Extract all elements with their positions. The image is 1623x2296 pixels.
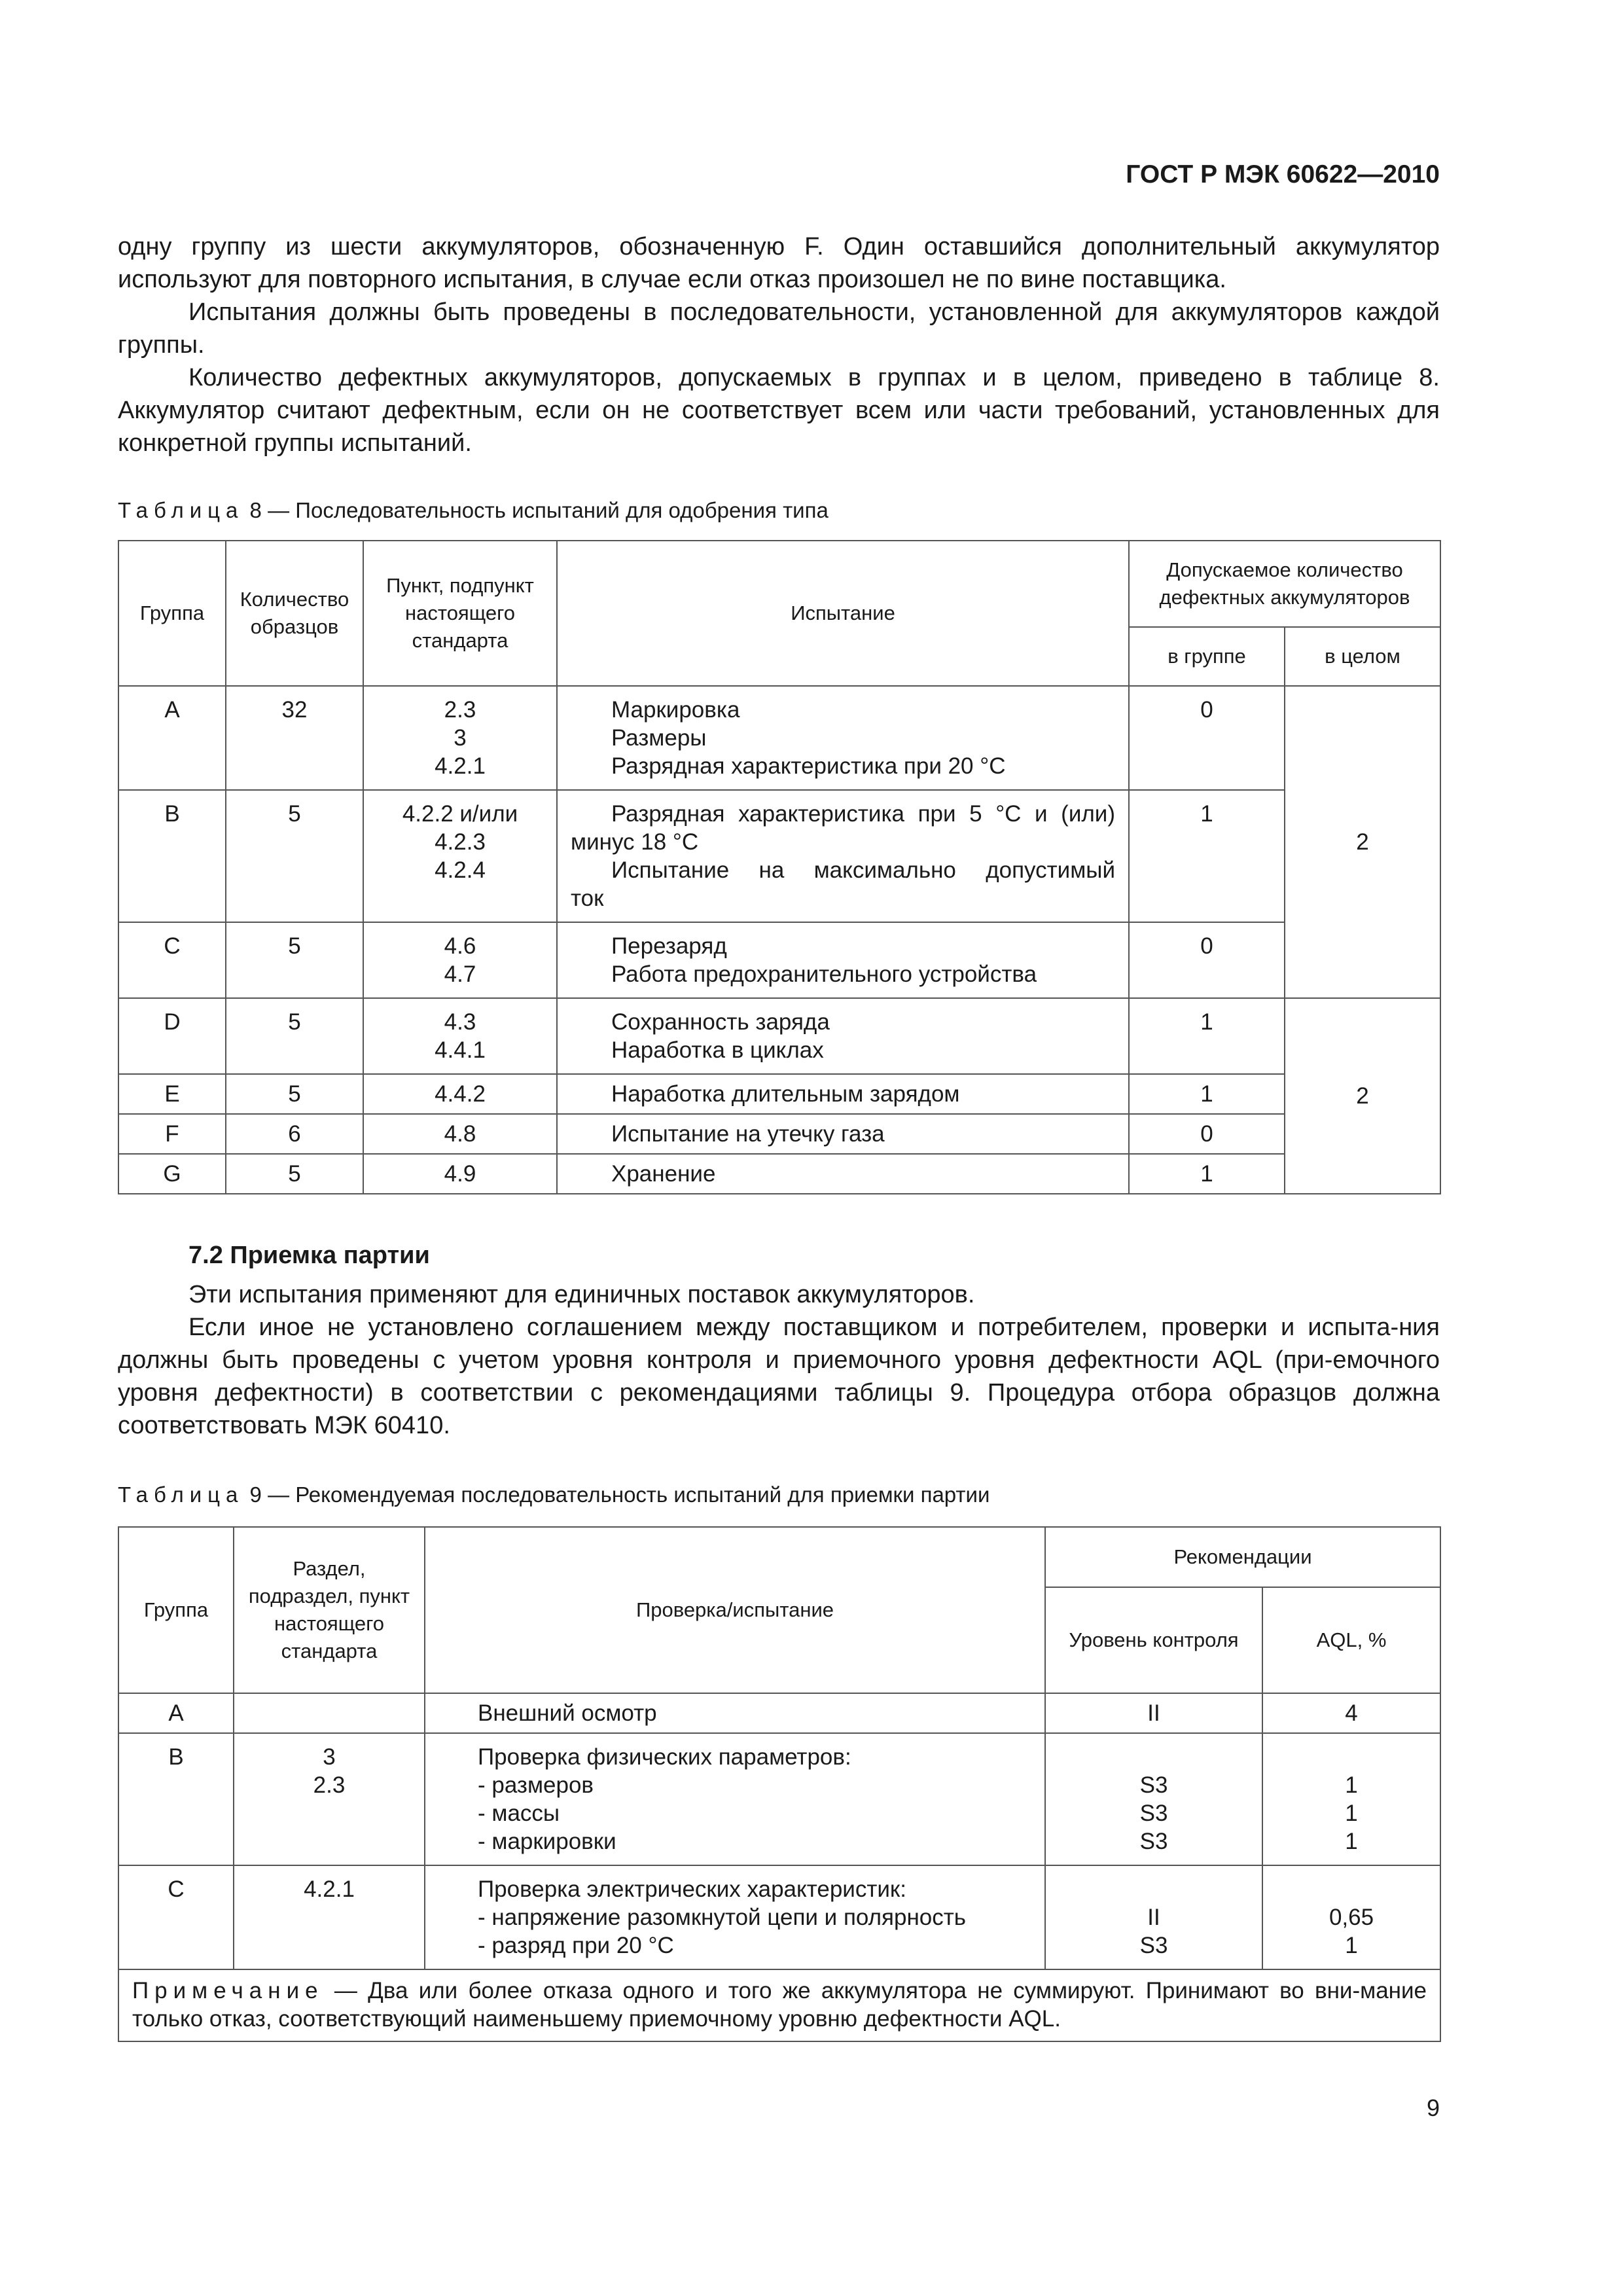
clause-line: 4.6 [444,933,476,959]
table9-header-check: Проверка/испытание [425,1527,1045,1693]
clause-line: 4.9 [444,1161,476,1187]
table8-row-f [118,1114,1440,1154]
table8-in-group-cell: 0 [1129,1114,1285,1154]
clause-line: 3 [454,725,467,751]
table9-header-clause: Раздел, подраздел, пункт настоящего стандарта [234,1527,425,1693]
test-line: Сохранность заряда [611,1009,830,1035]
table9-caption-text: 9 — Рекомендуемая последовательность испытаний для приемки партии [243,1482,990,1507]
level-line [1052,1875,1255,1903]
test-line: Маркировка [611,697,740,723]
check-line: - напряжение разомкнутой цепи и полярность [478,1905,967,1930]
test-line: Испытание на максимально допустимый [611,857,1115,883]
aql-line: 0,65 [1329,1905,1374,1930]
table9-header-group: Группа [118,1527,234,1693]
check-line: Проверка физических параметров: [478,1744,851,1770]
clause-line: 4.3 [444,1009,476,1035]
table8-clause-cell [363,1074,557,1114]
check-line: - массы [478,1801,560,1826]
intro-paragraph-2: Испытания должны быть проведены в последовательности, установленной для аккумуляторов каждой группы. [118,298,1440,359]
clause-line: 4.2.1 [435,753,486,779]
table8-group-cell: A [118,686,226,790]
table8-group-cell: C [118,922,226,998]
table9-check-cell [425,1693,1045,1733]
table8-count-cell: 5 [226,922,363,998]
table8-caption-label: Таблица [118,498,244,522]
section-paragraph-2: Если иное не установлено соглашением между поставщиком и потребителем, проверки и испыта-ния должны быть проведены с учетом уровня контроля и приемочного уровня дефектности AQL (при-емочного уровня дефектности) в соответствии с рекомендациями таблицы 9. Процедура отбора образцов должна соответствовать МЭК 60410. [118,1314,1440,1439]
clause-line: 4.4.1 [435,1037,486,1063]
clause-line: 4.4.2 [435,1081,486,1107]
clause-line: 4.2.1 [304,1876,355,1902]
aql-line: 1 [1345,1772,1358,1798]
check-line: - размеров [478,1772,594,1798]
table9-level-cell [1045,1733,1262,1865]
level-line [1052,1743,1255,1771]
clause-line: 2.3 [444,697,476,723]
aql-line [1270,1743,1433,1771]
table8-count-cell: 5 [226,998,363,1074]
check-line: Внешний осмотр [478,1700,657,1726]
table9-clause-cell [234,1865,425,1969]
table8-group-cell: D [118,998,226,1074]
section-title: 7.2 Приемка партии [188,1242,430,1269]
table8-caption [118,496,1440,525]
clause-line: 2.3 [313,1772,346,1798]
table8-row-d [118,998,1440,1074]
test-line: Хранение [611,1161,716,1187]
note-label: Примечание [132,1978,324,2003]
table8-header-in-group: в группе [1129,627,1285,686]
table9-group-cell: C [118,1865,234,1969]
document-header: ГОСТ Р МЭК 60622—2010 [1126,160,1440,188]
aql-line: 1 [1345,1801,1358,1826]
table8-header-group: Группа [118,541,226,686]
table8-total-cell: 2 [1285,686,1440,998]
table8-row-b [118,790,1440,922]
table8-test-cell [557,1114,1129,1154]
table9-row-a [118,1693,1440,1733]
table8-count-cell: 5 [226,1154,363,1194]
aql-line: 4 [1345,1700,1358,1726]
intro-paragraph-1: одну группу из шести аккумуляторов, обозначенную F. Один оставшийся дополнительный аккумулятор используют для повторного испытания, в случае если отказ произошел не по вине поставщика. [118,233,1440,293]
aql-line [1270,1875,1433,1903]
table9-level-cell [1045,1865,1262,1969]
aql-line: 1 [1345,1933,1358,1958]
table8-total-cell: 2 [1285,998,1440,1194]
table8-header-allowed: Допускаемое количество дефектных аккумуляторов [1129,541,1440,627]
table8-clause-cell [363,1154,557,1194]
test-line: Наработка длительным зарядом [611,1081,960,1107]
level-line: II [1147,1905,1160,1930]
test-line: ток [571,886,604,911]
table8-clause-cell [363,922,557,998]
table9-caption-label: Таблица [118,1482,244,1507]
table8-header-clause: Пункт, подпункт настоящего стандарта [363,541,557,686]
table8-count-cell: 32 [226,686,363,790]
table8-in-group-cell: 1 [1129,1154,1285,1194]
table9-group-cell: B [118,1733,234,1865]
table8-group-cell: G [118,1154,226,1194]
table8-clause-cell [363,1114,557,1154]
test-line: Размеры [611,725,707,751]
table9-row-c [118,1865,1440,1969]
level-line: S3 [1139,1933,1168,1958]
table8-header-total: в целом [1285,627,1440,686]
table8-count-cell: 6 [226,1114,363,1154]
table8-row-g [118,1154,1440,1194]
clause-line: 4.8 [444,1121,476,1147]
test-line: Разрядная характеристика при 20 °С [611,753,1006,779]
table8-row-c [118,922,1440,998]
aql-line: 1 [1345,1829,1358,1854]
table9-clause-cell [234,1733,425,1865]
table8-group-cell: E [118,1074,226,1114]
table9-note [118,1969,1440,2041]
table9-level-cell [1045,1693,1262,1733]
table8-in-group-cell: 1 [1129,998,1285,1074]
check-line: - разряд при 20 °С [478,1933,674,1958]
clause-line: 4.2.2 и/или [402,801,518,827]
test-line: Разрядная характеристика при 5 °С и (или) [611,801,1115,827]
note-text: — Два или более отказа одного и того же аккумулятора не суммируют. Принимают во вни-мание только отказ, соответствующий наименьшему приемочному уровню дефектности AQL. [132,1978,1427,2032]
table9-note-row [118,1969,1440,2041]
test-line: Испытание на утечку газа [611,1121,885,1147]
clause-line: 4.2.4 [435,857,486,883]
table8-row-a [118,686,1440,790]
table9-header-aql: AQL, % [1262,1587,1440,1693]
table8-count-cell: 5 [226,790,363,922]
table9 [118,1526,1440,2042]
table8-caption-text: 8 — Последовательность испытаний для одобрения типа [243,498,829,522]
section-paragraph-1: Эти испытания применяют для единичных поставок аккумуляторов. [188,1281,975,1308]
table9-row-b [118,1733,1440,1865]
clause-line: 4.7 [444,961,476,987]
table9-header-level: Уровень контроля [1045,1587,1262,1693]
table9-caption [118,1480,1440,1509]
table9-check-cell [425,1865,1045,1969]
table9-aql-cell [1262,1693,1440,1733]
table8-clause-cell [363,790,557,922]
table9-aql-cell [1262,1865,1440,1969]
check-line: Проверка электрических характеристик: [478,1876,906,1902]
table9-check-cell [425,1733,1045,1865]
level-line: S3 [1139,1801,1168,1826]
table8 [118,540,1440,1194]
table8-in-group-cell: 1 [1129,790,1285,922]
table9-group-cell: A [118,1693,234,1733]
table8-test-cell [557,1154,1129,1194]
table9-aql-cell [1262,1733,1440,1865]
table8-in-group-cell: 0 [1129,686,1285,790]
table8-clause-cell [363,998,557,1074]
table8-test-cell [557,790,1129,922]
table8-row-e [118,1074,1440,1114]
table8-test-cell [557,922,1129,998]
level-line: II [1147,1700,1160,1726]
test-line: минус 18 °С [571,829,699,855]
table8-test-cell [557,686,1129,790]
check-line: - маркировки [478,1829,616,1854]
table8-group-cell: F [118,1114,226,1154]
table8-header-count: Количество образцов [226,541,363,686]
table8-clause-cell [363,686,557,790]
table9-header-recs: Рекомендации [1045,1527,1440,1587]
table8-in-group-cell: 0 [1129,922,1285,998]
clause-line: 4.2.3 [435,829,486,855]
level-line: S3 [1139,1772,1168,1798]
table8-test-cell [557,998,1129,1074]
level-line: S3 [1139,1829,1168,1854]
table9-clause-cell [234,1693,425,1733]
section-7-2 [118,1239,1440,1442]
test-line: Работа предохранительного устройства [611,961,1037,987]
table8-test-cell [557,1074,1129,1114]
intro-paragraph-3: Количество дефектных аккумуляторов, допускаемых в группах и в целом, приведено в таблице 8. Аккумулятор считают дефектным, если он не соответствует всем или части требований, установленных для конкретной группы испытаний. [118,364,1440,457]
table8-group-cell: B [118,790,226,922]
table8-header-test: Испытание [557,541,1129,686]
table8-in-group-cell: 1 [1129,1074,1285,1114]
test-line: Наработка в циклах [611,1037,824,1063]
intro-text [118,230,1440,459]
page-number: 9 [1426,2094,1440,2121]
clause-line: 3 [323,1744,336,1770]
test-line: Перезаряд [611,933,727,959]
table8-count-cell: 5 [226,1074,363,1114]
